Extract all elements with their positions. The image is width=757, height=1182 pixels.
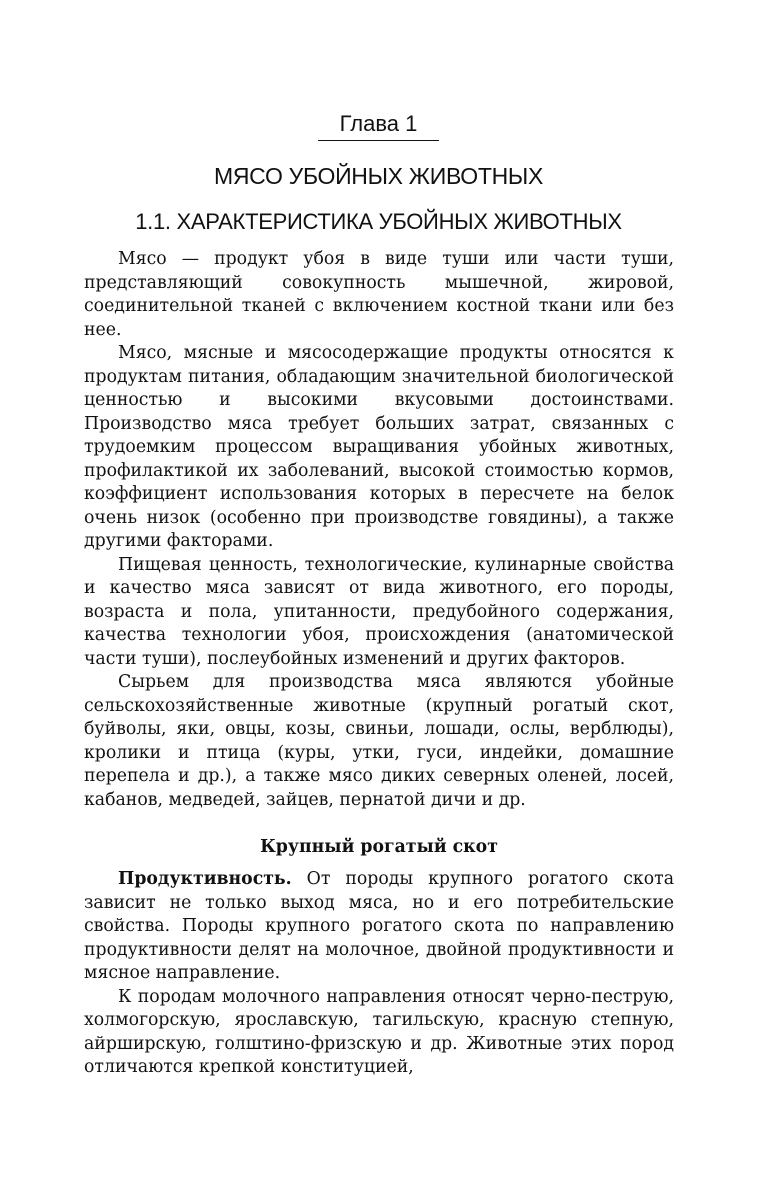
paragraph-5 bbox=[84, 868, 674, 986]
lead-text: От породы крупного рогатого скота зависит не только выход мяса, но и его потребительские свойства. Породы крупного рогатого скота по направлению продуктивности делят на молочное, двойной продуктивности и мясное направление. bbox=[84, 869, 674, 983]
paragraph-2: Мясо, мясные и мясосодержащие продукты относятся к продуктам питания, обладающим значительной биологической ценностью и высокими вкусовыми достоинствами. Производство мяса требует больших затрат, связанных с трудоемким процессом выращивания убойных животных, профилактикой их заболеваний, высокой стоимостью кормов, коэффициент использования которых в пересчете на белок очень низок (особенно при производстве говядины), а также другими факторами. bbox=[84, 343, 674, 551]
lead-term: Продуктивность. bbox=[118, 869, 292, 889]
chapter-title: МЯСО УБОЙНЫХ ЖИВОТНЫХ bbox=[213, 163, 544, 189]
body-text bbox=[84, 248, 674, 812]
chapter-label bbox=[0, 111, 757, 141]
paragraph-1: Мясо — продукт убоя в виде туши или части туши, представляющий совокупность мышечной, жировой, соединительной тканей с включением костной ткани или без нее. bbox=[84, 249, 674, 340]
paragraph-4: Сырьем для производства мяса являются убойные сельскохозяйственные животные (крупный рогатый скот, буйволы, яки, овцы, козы, свиньи, лошади, ослы, верблюды), кролики и птица (куры, утки, гуси, индейки, домашние перепела и др.), а также мясо диких северных оленей, лосей, кабанов, медведей, зайцев, пернатой дичи и др. bbox=[84, 672, 674, 810]
subsection-body bbox=[84, 868, 674, 1080]
section-title: 1.1. ХАРАКТЕРИСТИКА УБОЙНЫХ ЖИВОТНЫХ bbox=[135, 209, 622, 234]
paragraph-6: К породам молочного направления относят черно-пеструю, холмогорскую, ярославскую, тагильскую, красную степную, айрширскую, голштино-фризскую и др. Животные этих пород отличаются крепкой конституцией, bbox=[84, 986, 674, 1077]
chapter-label-text: Глава 1 bbox=[318, 111, 440, 141]
subsection-title: Крупный рогатый скот bbox=[260, 837, 498, 857]
paragraph-3: Пищевая ценность, технологические, кулинарные свойства и качество мяса зависят от вида животного, его породы, возраста и пола, упитанности, предубойного содержания, качества технологии убоя, происхождения (анатомической части туши), послеубойных изменений и других факторов. bbox=[84, 554, 674, 669]
